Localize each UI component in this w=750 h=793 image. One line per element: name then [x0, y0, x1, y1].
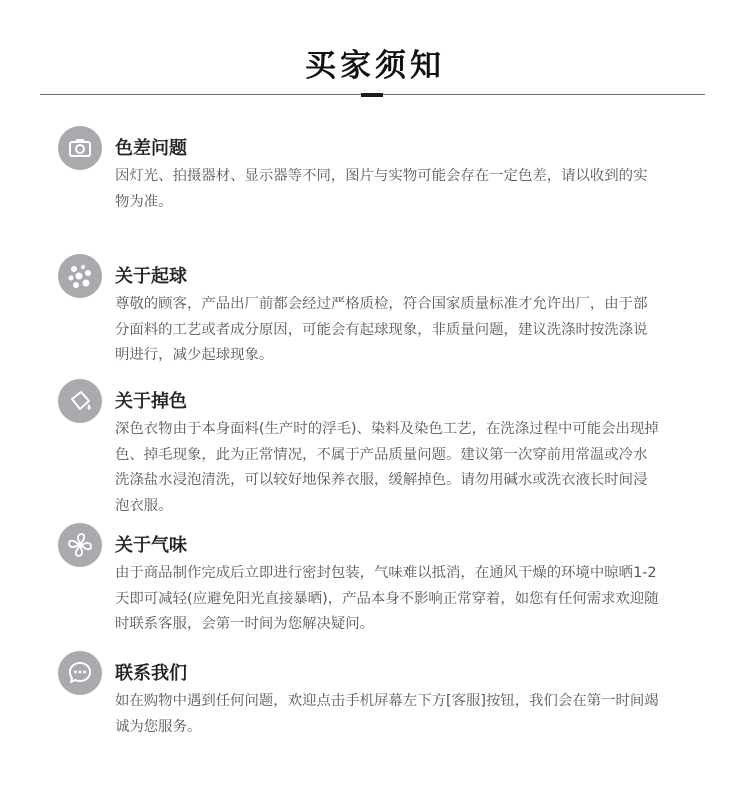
chat-bubble-icon	[58, 651, 102, 695]
pilling-dots-icon	[58, 254, 102, 298]
fan-icon	[58, 523, 102, 567]
paint-bucket-icon	[58, 379, 102, 423]
section-title: 关于起球	[115, 266, 187, 287]
section-text: 如在购物中遇到任何问题，欢迎点击手机屏幕左下方[客服]按钮，我们会在第一时间竭诚为您服务。	[115, 693, 659, 735]
section-text: 深色衣物由于本身面料(生产时的浮毛)、染料及染色工艺，在洗涤过程中可能会出现掉色、掉毛现象，此为正常情况，不属于产品质量问题。建议第一次穿前用常温或冷水洗涤盐水浸泡清洗，可以较好地保养衣服，缓解掉色。请勿用碱水或洗衣液长时间浸泡衣服。	[115, 421, 659, 514]
page-title: 买家须知	[305, 48, 445, 84]
section-text: 因灯光、拍摄器材、显示器等不同，图片与实物可能会存在一定色差，请以收到的实物为准。	[115, 168, 648, 210]
section-title: 关于掉色	[115, 391, 187, 412]
title-divider-accent	[361, 93, 383, 97]
section-text: 尊敬的顾客，产品出厂前都会经过严格质检，符合国家质量标准才允许出厂，由于部分面料的工艺或者成分原因，可能会有起球现象，非质量问题，建议洗涤时按洗涤说明进行，减少起球现象。	[115, 296, 648, 363]
section-title: 联系我们	[115, 663, 187, 684]
camera-icon	[58, 126, 102, 170]
section-title: 关于气味	[115, 535, 187, 556]
section-text: 由于商品制作完成后立即进行密封包装，气味难以抵消，在通风干燥的环境中晾晒1-2天即可减轻(应避免阳光直接暴晒)，产品本身不影响正常穿着，如您有任何需求欢迎随时联系客服，会第一时间为您解决疑问。	[115, 565, 659, 632]
section-title: 色差问题	[115, 138, 187, 159]
